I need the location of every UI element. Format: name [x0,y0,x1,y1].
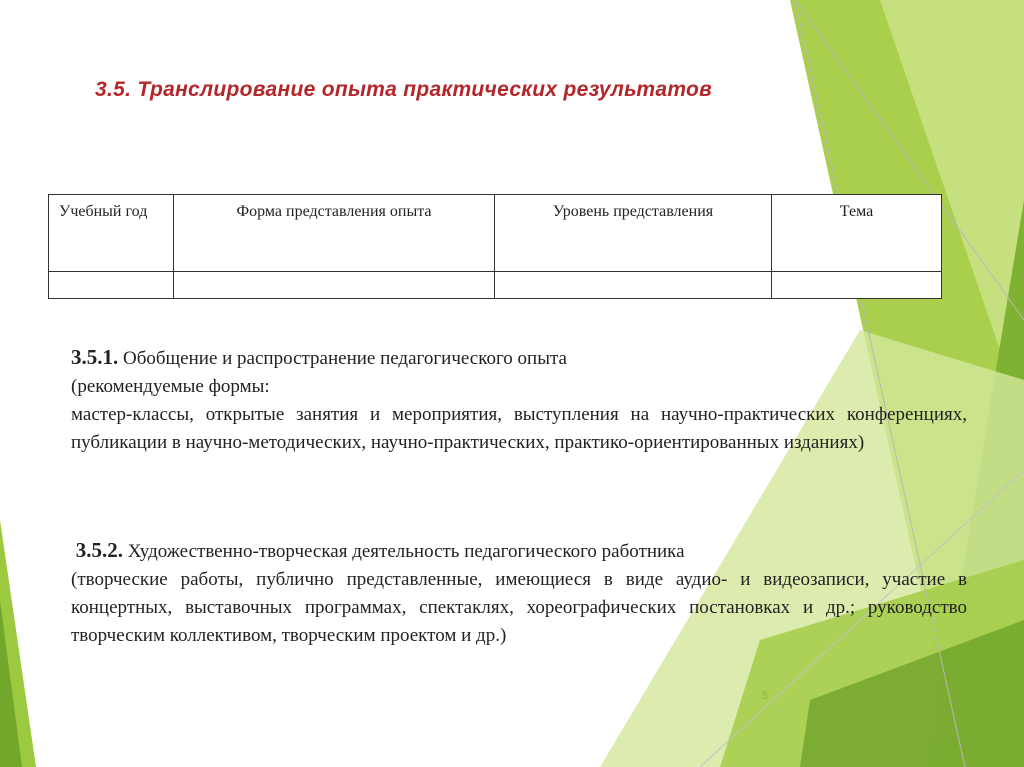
section-body: мастер-классы, открытые занятия и мероприятия, выступления на научно-практических конференциях, публикации в научно-методических, научно-практических, практико-ориентированных изданиях) [71,404,967,453]
section-heading [71,343,967,373]
section-subline: (рекомендуемые формы: [71,376,270,397]
table-header-row [49,195,942,272]
slide-title: 3.5. Транслирование опыта практических результатов [95,78,713,101]
section-body: (творческие работы, публично представленные, имеющиеся в виде аудио- и видеозаписи, участие в концертных, выставочных программах, спектаклях, хореографических постановках и др.; руководство творческим коллективом, творческим проектом и др.) [71,569,967,646]
header-presentation-form: Форма представления опыта [174,195,495,272]
table-cell[interactable] [495,272,772,299]
results-table [48,194,942,299]
header-academic-year: Учебный год [49,195,174,272]
header-topic: Тема [772,195,942,272]
section-title: Художественно-творческая деятельность педагогического работника [123,541,685,562]
table-cell[interactable] [174,272,495,299]
page-number: 5 [762,690,769,702]
section-heading [71,536,967,566]
header-presentation-level: Уровень представления [495,195,772,272]
section-number: 3.5.2. [75,538,123,562]
section-3-5-1 [71,343,967,457]
section-3-5-2 [71,536,967,650]
table-cell[interactable] [772,272,942,299]
section-number: 3.5.1. [71,345,119,369]
table-cell[interactable] [49,272,174,299]
section-title: Обобщение и распространение педагогического опыта [118,348,567,369]
table-row [49,272,942,299]
